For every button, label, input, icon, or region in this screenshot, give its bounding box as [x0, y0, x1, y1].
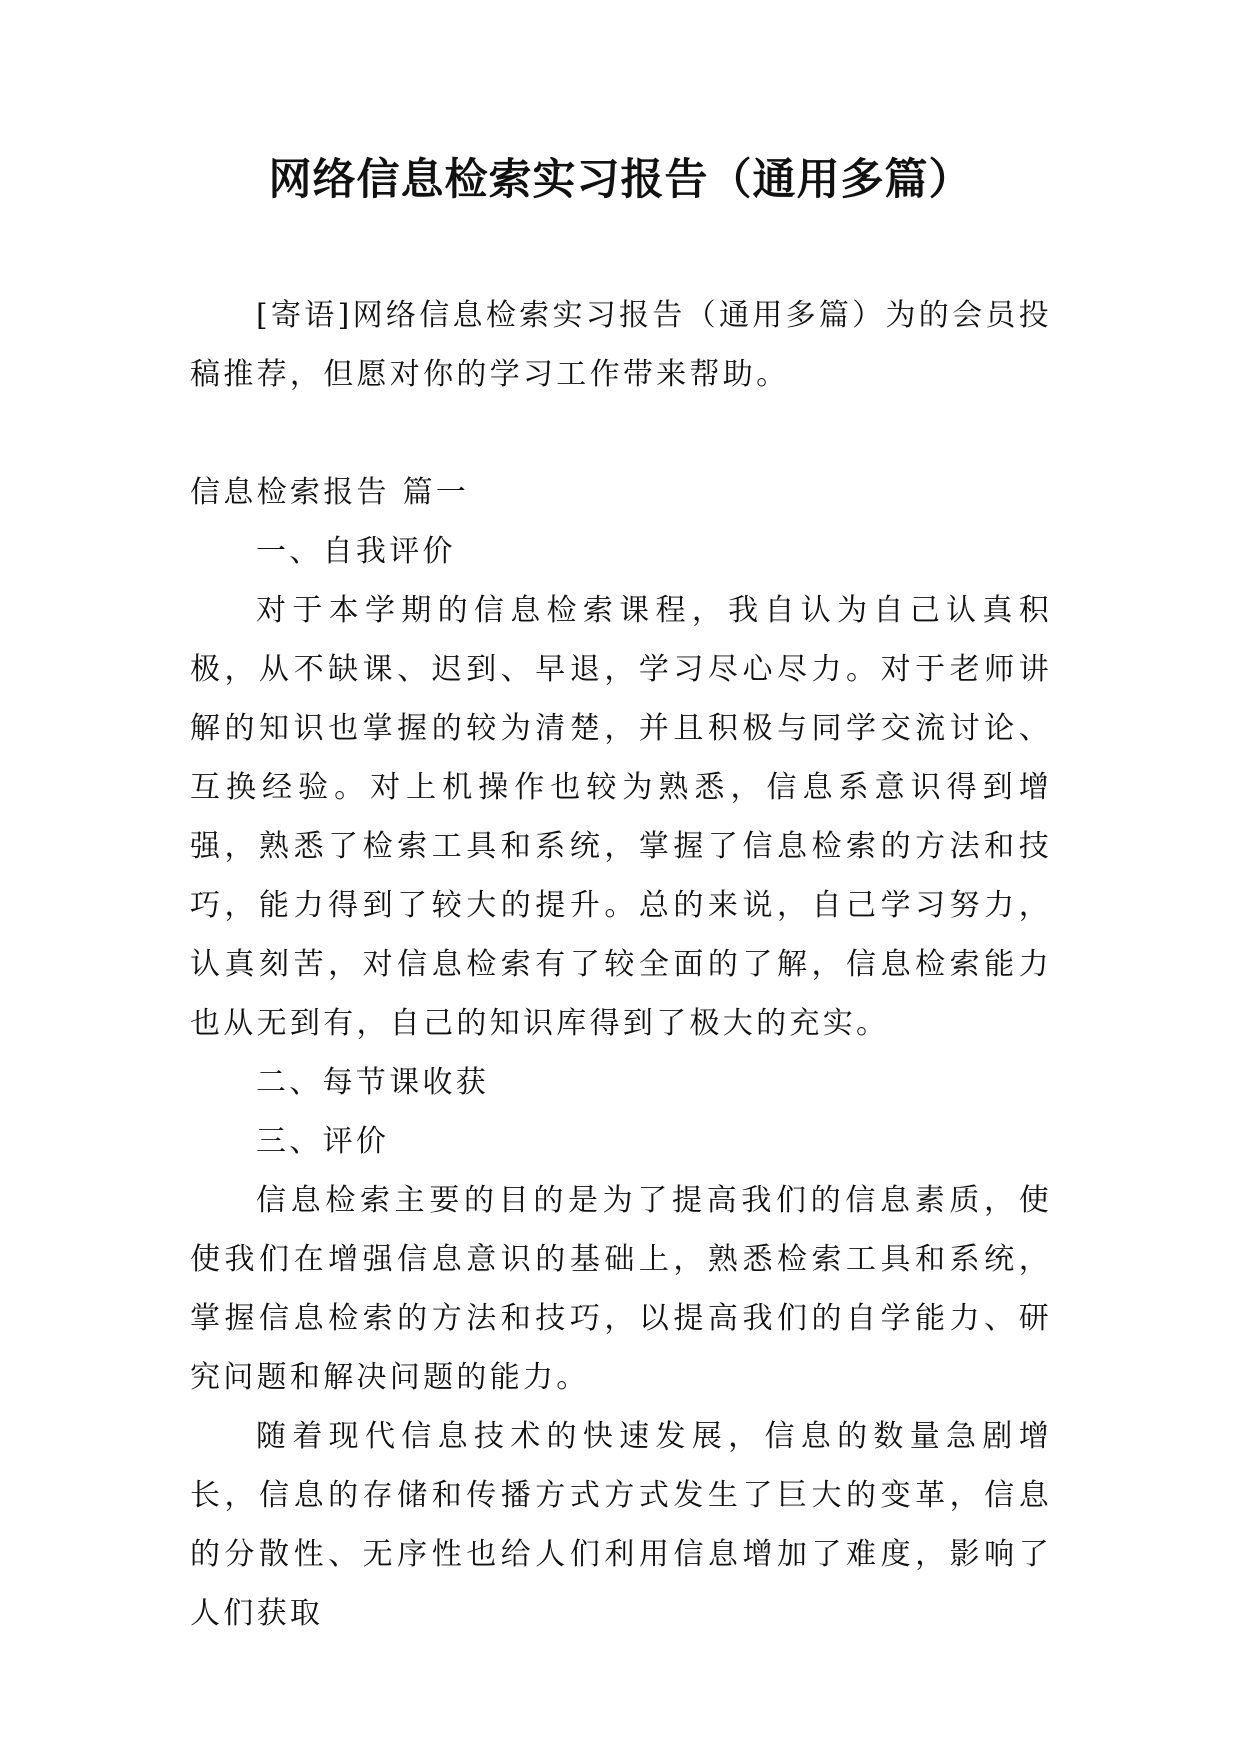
- document-body: [190, 286, 1052, 1643]
- intro-paragraph: [寄语]网络信息检索实习报告（通用多篇）为的会员投稿推荐，但愿对你的学习工作带来帮助。: [190, 298, 1052, 392]
- paragraph-self-evaluation: 对于本学期的信息检索课程，我自认为自己认真积极，从不缺课、迟到、早退，学习尽心尽力。对于老师讲解的知识也掌握的较为清楚，并且积极与同学交流讨论、互换经验。对上机操作也较为熟悉，信息系意识得到增强，熟悉了检索工具和系统，掌握了信息检索的方法和技巧，能力得到了较大的提升。总的来说，自己学习努力，认真刻苦，对信息检索有了较全面的了解，信息检索能力也从无到有，自己的知识库得到了极大的充实。: [190, 593, 1052, 1041]
- paragraph-evaluation-purpose: 信息检索主要的目的是为了提高我们的信息素质，使使我们在增强信息意识的基础上，熟悉检索工具和系统，掌握信息检索的方法和技巧，以提高我们的自学能力、研究问题和解决问题的能力。: [190, 1183, 1052, 1395]
- document-title: 网络信息检索实习报告（通用多篇）: [268, 155, 973, 205]
- heading-lesson-gains: 二、每节课收获: [256, 1065, 490, 1100]
- section-title: 信息检索报告 篇一: [190, 475, 470, 510]
- heading-evaluation: 三、评价: [256, 1124, 390, 1159]
- paragraph-information-development: 随着现代信息技术的快速发展，信息的数量急剧增长，信息的存储和传播方式方式发生了巨大的变革，信息的分散性、无序性也给人们利用信息增加了难度，影响了人们获取: [190, 1419, 1052, 1631]
- spacer: [190, 404, 1052, 463]
- heading-self-evaluation: 一、自我评价: [256, 534, 456, 569]
